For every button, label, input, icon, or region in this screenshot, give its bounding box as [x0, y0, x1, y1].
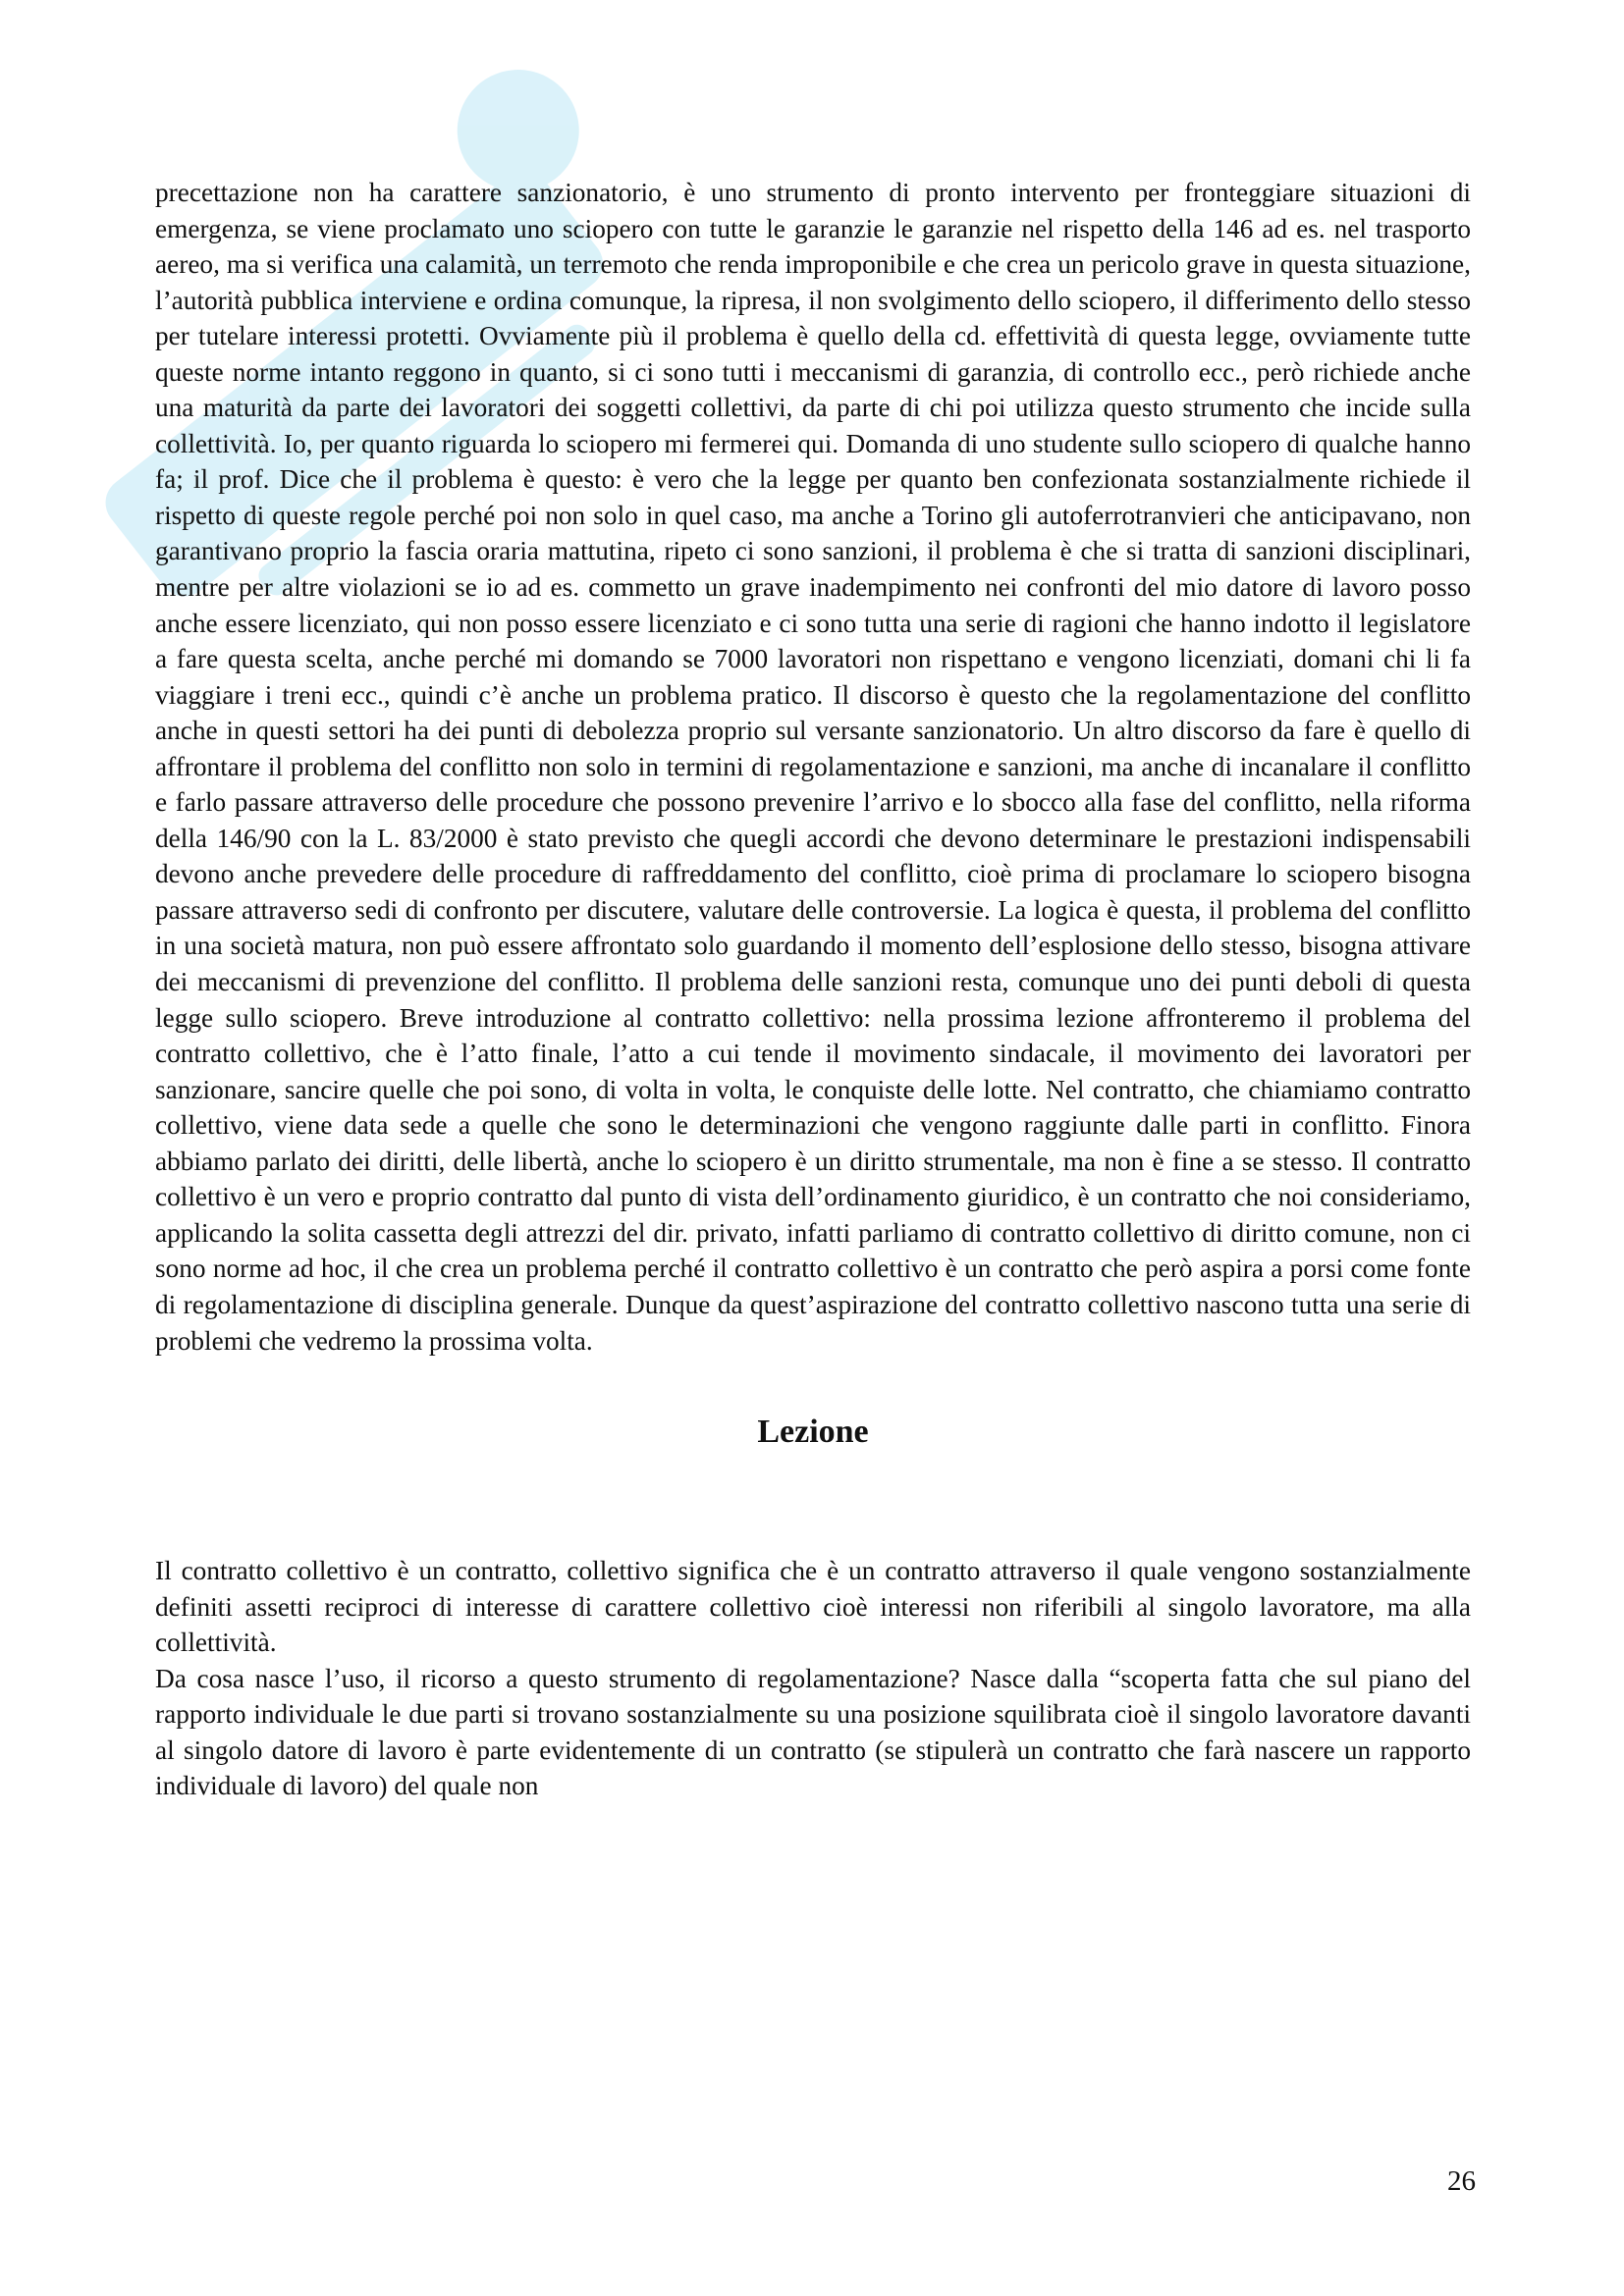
paragraph: Da cosa nasce l’uso, il ricorso a questo strumento di regolamentazione? Nasce dalla “scoperta fatta che sul piano del rapporto individuale le due parti si trovano sostanzialmente su una posizione squilibrata cioè il singolo lavoratore davanti al singolo datore di lavoro è parte evidentemente di un contratto (se stipulerà un contratto che farà nascere un rapporto individuale di lavoro) del quale non — [155, 1663, 1471, 1801]
section-after-heading — [155, 1553, 1471, 1804]
paragraph: precettazione non ha carattere sanzionatorio, è uno strumento di pronto intervento per fronteggiare situazioni di emergenza, se viene proclamato uno sciopero con tutte le garanzie le garanzie nel rispetto della 146 ad es. nel trasporto aereo, ma si verifica una calamità, un terremoto che renda improponibile e che crea un pericolo grave in questa situazione, l’autorità pubblica interviene e ordina comunque, la ripresa, il non svolgimento dello sciopero, il differimento dello stesso per tutelare interessi protetti. Ovviamente più il problema è quello della cd. effettività di questa legge, ovviamente tutte queste norme intanto reggono in quanto, si ci sono tutti i meccanismi di garanzia, di controllo ecc., però richiede anche una maturità da parte dei lavoratori dei soggetti collettivi, da parte di chi poi utilizza questo strumento che incide sulla collettività. Io, per quanto riguarda lo sciopero mi fermerei qui. Domanda di uno studente sullo sciopero di qualche hanno fa; il prof. Dice che il problema è questo: è vero che la legge per quanto ben confezionata sostanzialmente richiede il rispetto di queste regole perché poi non solo in quel caso, ma anche a Torino gli autoferrotranvieri che anticipavano, non garantivano proprio la fascia oraria mattutina, ripeto ci sono sanzioni, il problema è che si tratta di sanzioni disciplinari, mentre per altre violazioni se io ad es. commetto un grave inadempimento nei confronti del mio datore di lavoro posso anche essere licenziato, qui non posso essere licenziato e ci sono tutta una serie di ragioni che hanno indotto il legislatore a fare questa scelta, anche perché mi domando se 7000 lavoratori non rispettano e vengono licenziati, domani chi li fa viaggiare i treni ecc., quindi c’è anche un problema pratico. Il discorso è questo che la regolamentazione del conflitto anche in questi settori ha dei punti di debolezza proprio sul versante sanzionatorio. Un altro discorso da fare è quello di affrontare il problema del conflitto non solo in termini di regolamentazione e sanzioni, ma anche di incanalare il conflitto e farlo passare attraverso delle procedure che possono prevenire l’arrivo e lo sbocco alla fase del conflitto, nella riforma della 146/90 con la L. 83/2000 è stato previsto che quegli accordi che devono determinare le prestazioni indispensabili devono anche prevedere delle procedure di raffreddamento del conflitto, cioè prima di proclamare lo sciopero bisogna passare attraverso sedi di confronto per discutere, valutare delle controversie. La logica è questa, il problema del conflitto in una società matura, non può essere affrontato solo guardando il momento dell’esplosione dello stesso, bisogna attivare dei meccanismi di prevenzione del conflitto. Il problema delle sanzioni resta, comunque uno dei punti deboli di questa legge sullo sciopero. Breve introduzione al contratto collettivo: nella prossima lezione affronteremo il problema del contratto collettivo, che è l’atto finale, l’atto a cui tende il movimento sindacale, il movimento dei lavoratori per sanzionare, sancire quelle che poi sono, di volta in volta, le conquiste delle lotte. Nel contratto, che chiamiamo contratto collettivo, viene data sede a quelle che sono le determinazioni che vengono raggiunte dalle parti in conflitto. Finora abbiamo parlato dei diritti, delle libertà, anche lo sciopero è un diritto strumentale, ma non è fine a se stesso. Il contratto collettivo è un vero e proprio contratto dal punto di vista dell’ordinamento giuridico, è un contratto che noi consideriamo, applicando la solita cassetta degli attrezzi del dir. privato, infatti parliamo di contratto collettivo di diritto comune, non ci sono norme ad hoc, il che crea un problema perché il contratto collettivo è un contratto che però aspira a porsi come fonte di regolamentazione di disciplina generale. Dunque da quest’aspirazione del contratto collettivo nascono tutta una serie di problemi che vedremo la prossima volta. — [155, 178, 1471, 1356]
paragraph: Il contratto collettivo è un contratto, collettivo significa che è un contratto attraverso il quale vengono sostanzialmente definiti assetti reciproci di interesse di carattere collettivo cioè interessi non riferibili al singolo lavoratore, ma alla collettività. — [155, 1556, 1471, 1658]
section-before-heading — [155, 175, 1471, 1359]
section-gap — [155, 1457, 1471, 1553]
page-number: 26 — [1447, 2165, 1476, 2197]
document-body — [155, 175, 1471, 1804]
section-heading: Lezione — [757, 1414, 869, 1451]
